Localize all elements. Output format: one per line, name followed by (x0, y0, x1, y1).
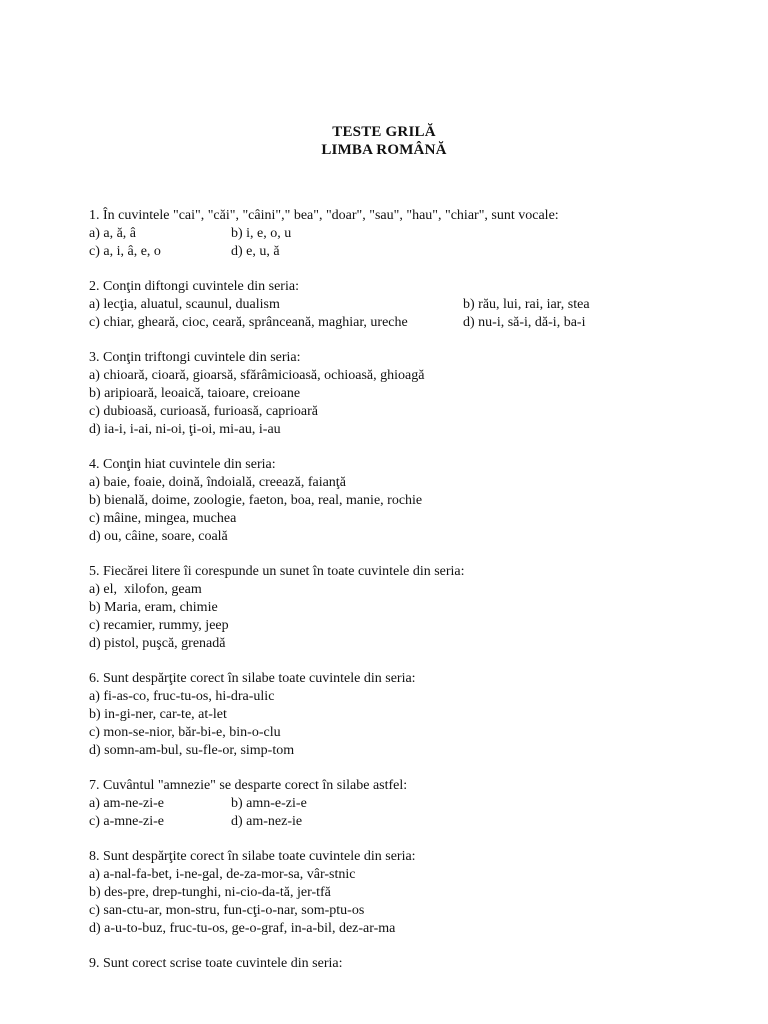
question-7 (89, 777, 729, 831)
answer-option-b: b) des-pre, drep-tunghi, ni-cio-da-tă, jer-tfă (89, 885, 331, 900)
answer-option-d: d) e, u, ă (231, 244, 280, 259)
answer-option-a: a) baie, foaie, doină, îndoială, creează, faianţă (89, 475, 346, 490)
question-stem: 8. Sunt despărţite corect în silabe toate cuvintele din seria: (89, 849, 416, 864)
answer-option-c: c) mon-se-nior, băr-bi-e, bin-o-clu (89, 725, 281, 740)
question-stem: 1. În cuvintele "cai", "căi", "câini"," bea", "doar", "sau", "hau", "chiar", sunt vocale: (89, 208, 559, 223)
answer-option-a: a) a-nal-fa-bet, i-ne-gal, de-za-mor-sa, vâr-stnic (89, 867, 356, 882)
answer-option-d: d) am-nez-ie (231, 814, 303, 829)
question-4 (89, 456, 729, 546)
answer-option-d: d) ia-i, i-ai, ni-oi, ţi-oi, mi-au, i-au (89, 422, 281, 437)
question-stem: 6. Sunt despărţite corect în silabe toate cuvintele din seria: (89, 671, 416, 686)
answer-row (89, 296, 729, 314)
question-stem: 7. Cuvântul "amnezie" se desparte corect în silabe astfel: (89, 778, 408, 793)
question-stem: 4. Conţin hiat cuvintele din seria: (89, 457, 276, 472)
answer-option-d: d) nu-i, să-i, dă-i, ba-i (463, 315, 586, 330)
answer-option-c: c) mâine, mingea, muchea (89, 511, 237, 526)
answer-option-d: d) pistol, puşcă, grenadă (89, 636, 226, 651)
answer-option-c: c) a-mne-zi-e (89, 814, 164, 829)
answer-option-c: c) san-ctu-ar, mon-stru, fun-cţi-o-nar, som-ptu-os (89, 903, 365, 918)
question-stem: 3. Conţin triftongi cuvintele din seria: (89, 350, 301, 365)
answer-row (89, 795, 729, 813)
answer-option-a: a) a, ă, â (89, 226, 137, 241)
answer-option-a: a) el, xilofon, geam (89, 582, 202, 597)
question-2 (89, 278, 729, 332)
answer-option-d: d) a-u-to-buz, fruc-tu-os, ge-o-graf, in-a-bil, dez-ar-ma (89, 921, 396, 936)
answer-option-b: b) aripioară, leoaică, taioare, creioane (89, 386, 301, 401)
document-title: TESTE GRILĂ (332, 124, 436, 140)
question-5 (89, 563, 729, 653)
document-subtitle: LIMBA ROMÂNĂ (321, 142, 447, 158)
answer-option-b: b) bienală, doime, zoologie, faeton, boa, real, manie, rochie (89, 493, 423, 508)
question-1 (89, 207, 729, 261)
answer-option-a: a) am-ne-zi-e (89, 796, 164, 811)
answer-row (89, 314, 729, 332)
question-3 (89, 349, 729, 439)
question-stem: 9. Sunt corect scrise toate cuvintele din seria: (89, 956, 343, 971)
answer-option-b: b) i, e, o, u (231, 226, 292, 241)
answer-option-d: d) somn-am-bul, su-fle-or, simp-tom (89, 743, 295, 758)
answer-option-b: b) Maria, eram, chimie (89, 600, 218, 615)
answer-option-b: b) rău, lui, rai, iar, stea (463, 297, 590, 312)
question-stem: 2. Conţin diftongi cuvintele din seria: (89, 279, 299, 294)
question-9 (89, 955, 729, 973)
question-8 (89, 848, 729, 938)
answer-option-c: c) a, i, â, e, o (89, 244, 161, 259)
question-list (89, 207, 729, 973)
question-stem: 5. Fiecărei litere îi corespunde un sunet în toate cuvintele din seria: (89, 564, 465, 579)
answer-row (89, 243, 729, 261)
answer-option-b: b) amn-e-zi-e (231, 796, 307, 811)
answer-option-b: b) in-gi-ner, car-te, at-let (89, 707, 227, 722)
answer-option-c: c) chiar, gheară, cioc, ceară, sprânceană, maghiar, ureche (89, 315, 408, 330)
question-6 (89, 670, 729, 760)
answer-option-a: a) fi-as-co, fruc-tu-os, hi-dra-ulic (89, 689, 275, 704)
answer-option-a: a) chioară, cioară, gioarsă, sfărâmicioasă, ochioasă, ghioagă (89, 368, 425, 383)
answer-row (89, 225, 729, 243)
answer-option-d: d) ou, câine, soare, coală (89, 529, 228, 544)
answer-option-c: c) dubioasă, curioasă, furioasă, caprioară (89, 404, 318, 419)
answer-option-c: c) recamier, rummy, jeep (89, 618, 229, 633)
answer-option-a: a) lecţia, aluatul, scaunul, dualism (89, 297, 280, 312)
answer-row (89, 813, 729, 831)
